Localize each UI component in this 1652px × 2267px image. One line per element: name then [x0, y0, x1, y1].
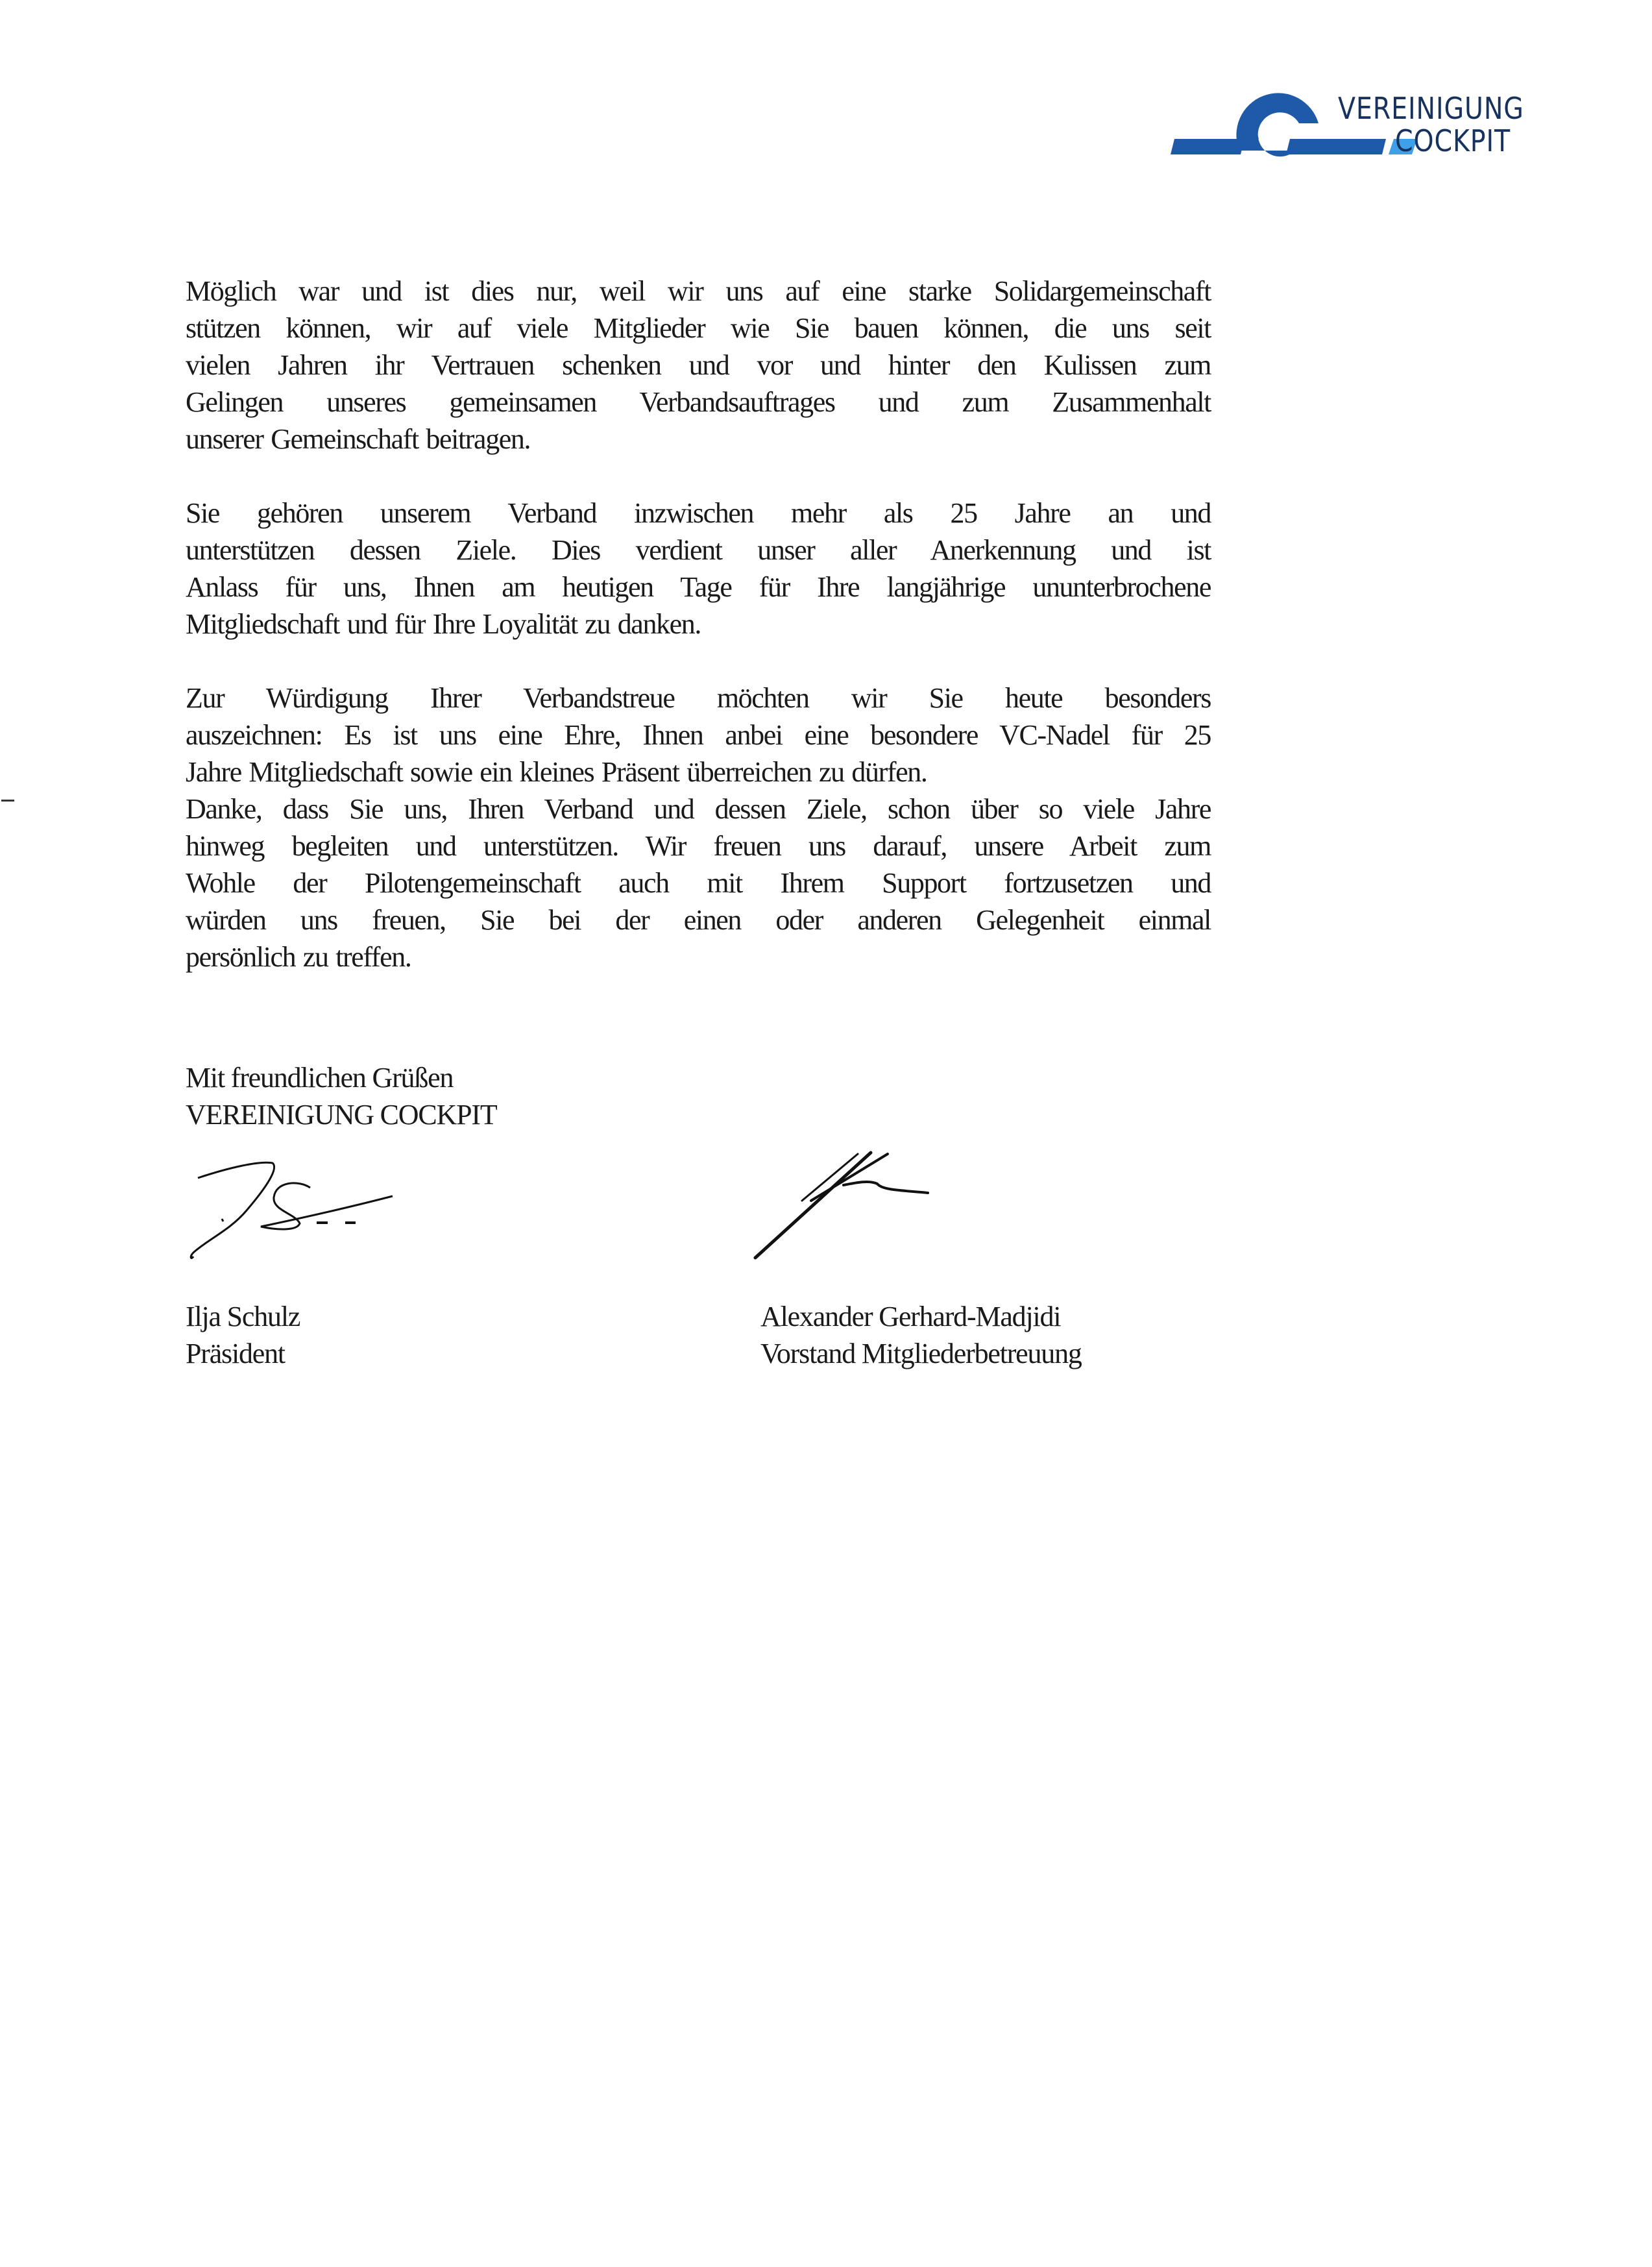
text-line: Gelingen unseres gemeinsamen Verbandsauftrages und zum Zusammenhalt	[186, 386, 1211, 418]
closing-greeting: Mit freundlichen Grüßen	[186, 1062, 454, 1094]
closing-block	[186, 1059, 497, 1133]
signatory-2	[760, 1298, 1082, 1372]
logo-text-line2: COCKPIT	[1395, 123, 1511, 158]
fold-mark	[1, 800, 14, 802]
letter-body	[186, 273, 1211, 975]
text-line: Mitgliedschaft und für Ihre Loyalität zu danken.	[186, 608, 701, 640]
text-line: unterstützen dessen Ziele. Dies verdient unser aller Anerkennung und ist	[186, 534, 1211, 566]
signatory-name: Ilja Schulz	[186, 1301, 300, 1332]
text-line: Danke, dass Sie uns, Ihren Verband und dessen Ziele, schon über so viele Jahre	[186, 793, 1211, 825]
text-line: Jahre Mitgliedschaft sowie ein kleines Präsent überreichen zu dürfen.	[186, 756, 927, 788]
text-line: würden uns freuen, Sie bei der einen oder anderen Gelegenheit einmal	[186, 904, 1211, 936]
paragraph-1	[186, 273, 1211, 458]
text-line: vielen Jahren ihr Vertrauen schenken und vor und hinter den Kulissen zum	[186, 349, 1211, 381]
signatory-title: Vorstand Mitgliederbetreuung	[760, 1338, 1082, 1369]
text-line: unserer Gemeinschaft beitragen.	[186, 423, 531, 455]
signature-ilja-schulz	[182, 1155, 415, 1285]
logo-text-line1: VEREINIGUNG	[1338, 91, 1524, 126]
text-line: Wohle der Pilotengemeinschaft auch mit Ihrem Support fortzusetzen und	[186, 867, 1211, 899]
text-line: stützen können, wir auf viele Mitglieder wie Sie bauen können, die uns seit	[186, 312, 1211, 344]
text-line: Sie gehören unserem Verband inzwischen mehr als 25 Jahre an und	[186, 497, 1211, 529]
signatory-name: Alexander Gerhard-Madjidi	[760, 1301, 1061, 1332]
text-line: Anlass für uns, Ihnen am heutigen Tage für Ihre langjährige ununterbrochene	[186, 571, 1211, 603]
paragraph-4	[186, 790, 1211, 975]
text-line: Möglich war und ist dies nur, weil wir uns auf eine starke Solidargemeinschaft	[186, 275, 1211, 307]
signature-alexander-gerhard-madjidi	[746, 1142, 967, 1298]
closing-organization: VEREINIGUNG COCKPIT	[186, 1099, 497, 1131]
signatory-title: Präsident	[186, 1338, 285, 1369]
text-line: Zur Würdigung Ihrer Verbandstreue möchten wir Sie heute besonders	[186, 682, 1211, 714]
text-line: hinweg begleiten und unterstützen. Wir freuen uns darauf, unsere Arbeit zum	[186, 830, 1211, 862]
paragraph-3	[186, 680, 1211, 790]
text-line: auszeichnen: Es ist uns eine Ehre, Ihnen anbei eine besondere VC-Nadel für 25	[186, 719, 1211, 751]
signatory-1	[186, 1298, 300, 1372]
text-line: persönlich zu treffen.	[186, 941, 411, 973]
vereinigung-cockpit-logo	[1168, 83, 1531, 187]
paragraph-2	[186, 495, 1211, 643]
